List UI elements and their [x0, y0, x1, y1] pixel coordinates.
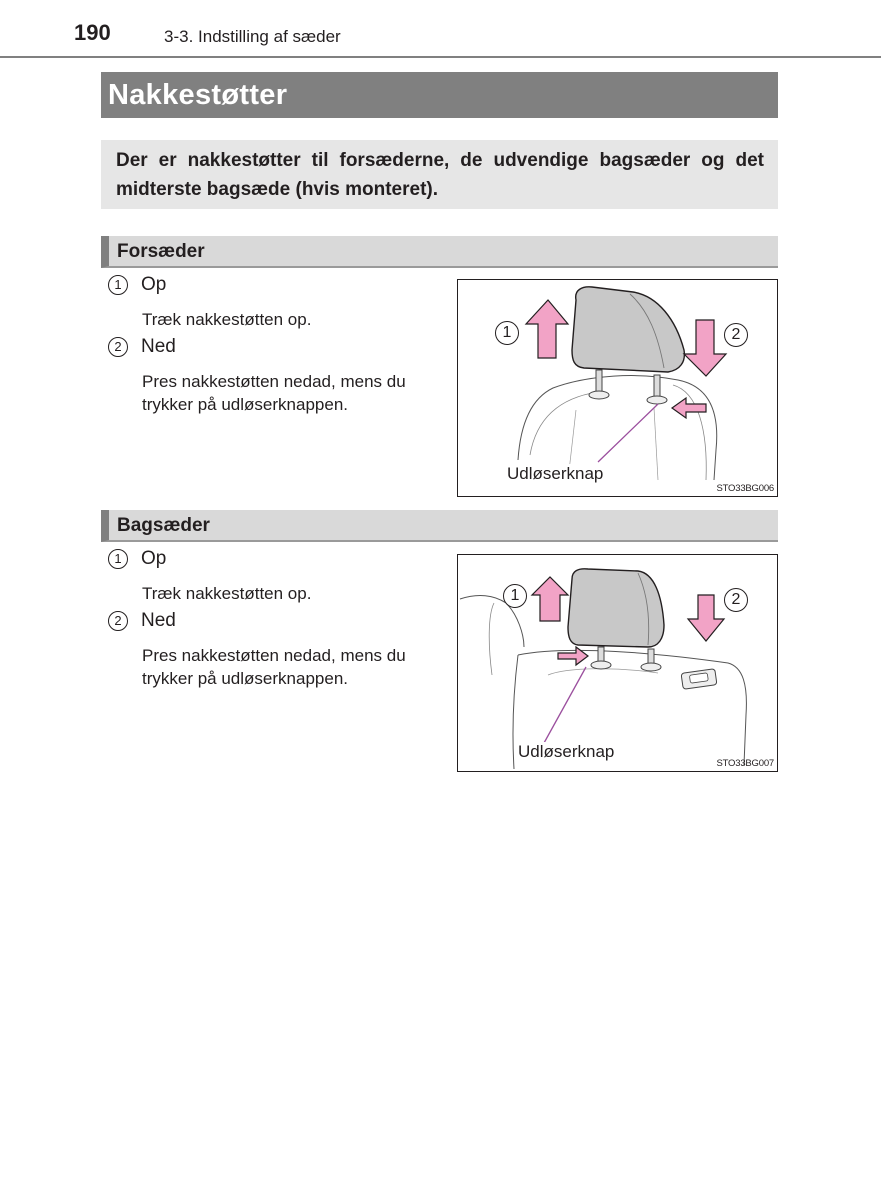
step-description: Pres nakkestøtten nedad, mens du trykker på udløserknappen. — [142, 372, 406, 414]
page-header — [0, 0, 881, 60]
step-label: Op — [141, 274, 167, 295]
page-number: 190 — [74, 20, 111, 45]
figure-marker-2: 2 — [724, 588, 748, 612]
step-number: 1 — [108, 549, 128, 569]
step-down — [108, 336, 176, 358]
figure-marker-1: 1 — [495, 321, 519, 345]
step-label: Ned — [141, 610, 176, 631]
step-label: Op — [141, 548, 167, 569]
step-description: Træk nakkestøtten op. — [142, 310, 312, 329]
step-up — [108, 274, 166, 296]
figure-code: STO33BG006 — [716, 483, 774, 494]
section-heading-rear-seats: Bagsæder — [101, 510, 778, 542]
step-label: Ned — [141, 336, 176, 357]
figure-caption: Udløserknap — [518, 742, 615, 761]
figure-marker-1: 1 — [503, 584, 527, 608]
chapter-title: 3-3. Indstilling af sæder — [164, 27, 341, 46]
step-number: 2 — [108, 337, 128, 357]
step-down — [108, 610, 176, 632]
step-up — [108, 548, 166, 570]
section-heading-front-seats: Forsæder — [101, 236, 778, 268]
figure-code: STO33BG007 — [716, 758, 774, 769]
step-description: Pres nakkestøtten nedad, mens du trykker på udløserknappen. — [142, 646, 406, 688]
front-seat-headrest-illustration — [457, 279, 778, 497]
step-number: 2 — [108, 611, 128, 631]
step-number: 1 — [108, 275, 128, 295]
header-divider — [0, 56, 881, 58]
figure-marker-2: 2 — [724, 323, 748, 347]
page-title: Nakkestøtter — [101, 72, 778, 118]
intro-text: Der er nakkestøtter til forsæderne, de udvendige bagsæder og det midterste bagsæde (hvis monteret). — [101, 140, 778, 209]
step-description: Træk nakkestøtten op. — [142, 584, 312, 603]
rear-seat-headrest-illustration — [457, 554, 778, 772]
figure-caption: Udløserknap — [507, 464, 604, 483]
